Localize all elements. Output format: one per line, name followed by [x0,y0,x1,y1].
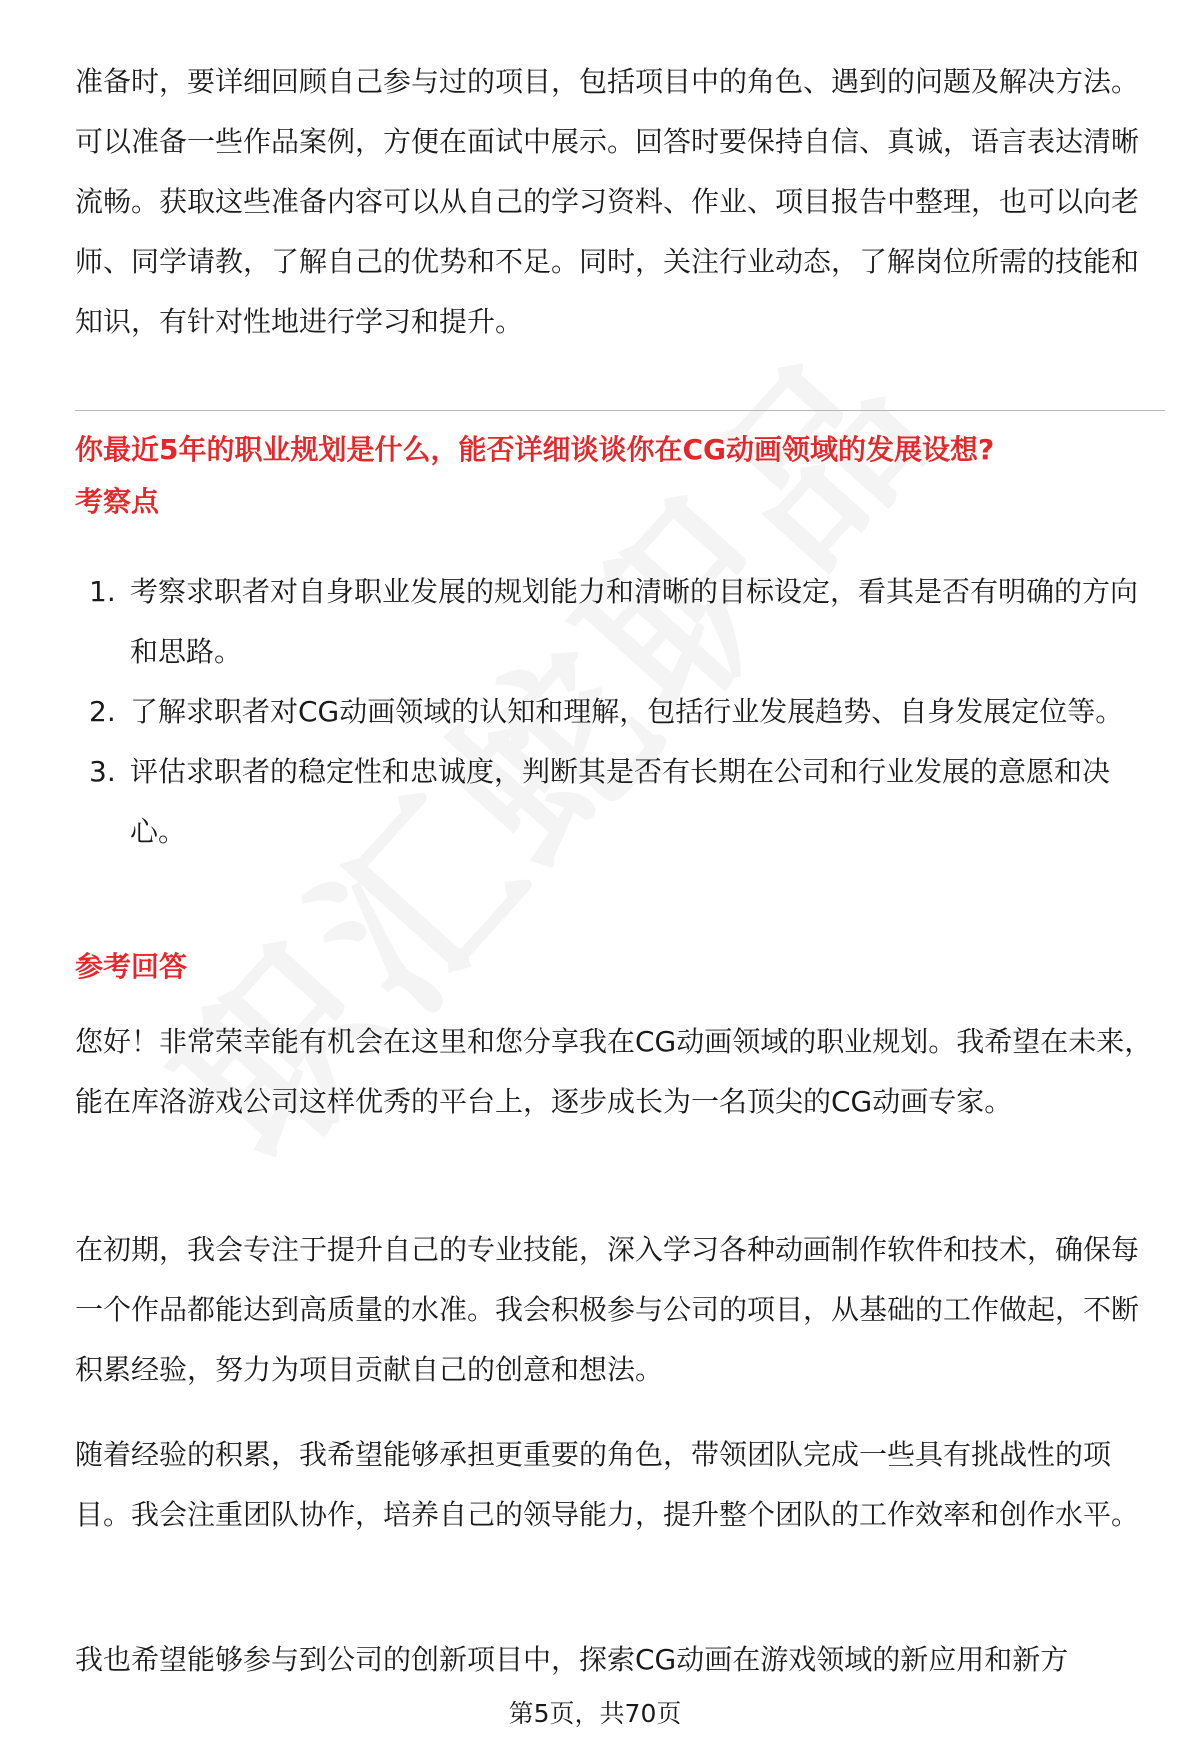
list-item [75,742,1165,862]
answer-paragraph: 我也希望能够参与到公司的创新项目中，探索CG动画在游戏领域的新应用和新方 [75,1643,1069,1676]
answer-paragraph-2-block [75,1220,1165,1400]
answer-paragraph-4-block [75,1630,1165,1690]
list-item-number: 3. [89,755,116,788]
list-item-text: 了解求职者对CG动画领域的认知和理解，包括行业发展趋势、自身发展定位等。 [130,695,1124,728]
section-divider [75,410,1165,411]
answer-paragraph: 随着经验的积累，我希望能够承担更重要的角色，带领团队完成一些具有挑战性的项目。我会注重团队协作，培养自己的领导能力，提升整个团队的工作效率和创作水平。 [75,1438,1140,1531]
list-item [75,562,1165,682]
list-item-text: 考察求职者对自身职业发展的规划能力和清晰的目标设定，看其是否有明确的方向和思路。 [130,575,1139,668]
intro-paragraph: 准备时，要详细回顾自己参与过的项目，包括项目中的角色、遇到的问题及解决方法。可以准备一些作品案例，方便在面试中展示。回答时要保持自信、真诚，语言表达清晰流畅。获取这些准备内容可以从自己的学习资料、作业、项目报告中整理，也可以向老师、同学请教，了解自己的优势和不足。同时，关注行业动态，了解岗位所需的技能和知识，有针对性地进行学习和提升。 [75,65,1140,338]
intro-section [75,52,1165,352]
answer-paragraph: 在初期，我会专注于提升自己的专业技能，深入学习各种动画制作软件和技术，确保每一个作品都能达到高质量的水准。我会积极参与公司的项目，从基础的工作做起，不断积累经验，努力为项目贡献自己的创意和想法。 [75,1233,1140,1386]
answer-paragraph-1-block [75,1012,1165,1132]
list-item-text: 评估求职者的稳定性和忠诚度，判断其是否有长期在公司和行业发展的意愿和决心。 [130,755,1111,848]
answer-heading: 参考回答 [75,950,188,983]
page-footer: 第5页，共70页 [508,1699,682,1728]
list-item-number: 1. [89,575,116,608]
focus-heading: 考察点 [75,485,160,518]
answer-paragraph-3-block [75,1425,1165,1545]
focus-points-list [75,562,1165,862]
list-item [75,682,1165,742]
answer-paragraph: 您好！非常荣幸能有机会在这里和您分享我在CG动画领域的职业规划。我希望在未来，能在库洛游戏公司这样优秀的平台上，逐步成长为一名顶尖的CG动画专家。 [75,1025,1153,1118]
question-heading: 你最近5年的职业规划是什么，能否详细谈谈你在CG动画领域的发展设想? [75,433,995,466]
list-item-number: 2. [89,695,116,728]
